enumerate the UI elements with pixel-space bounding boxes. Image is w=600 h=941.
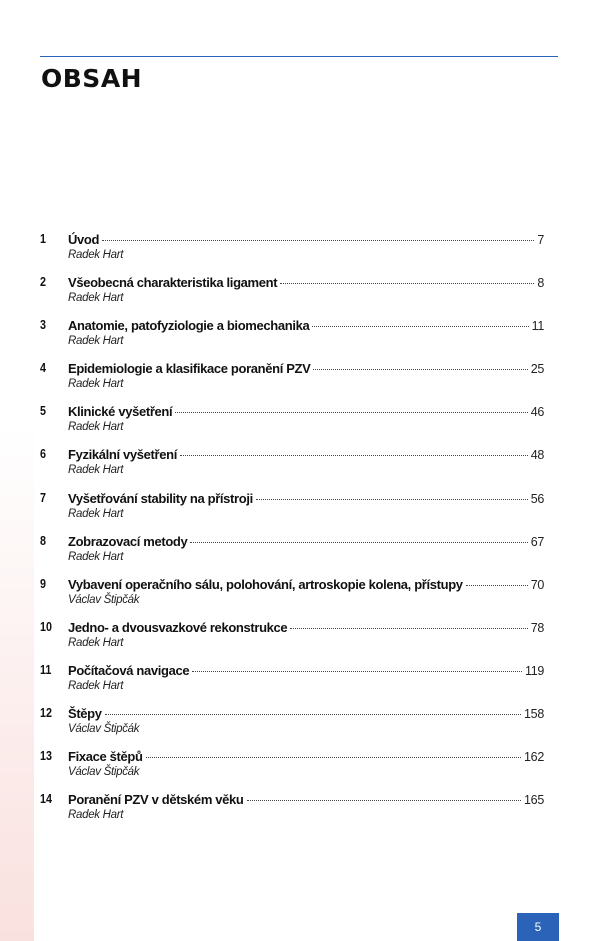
- chapter-title: Jedno- a dvousvazkové rekonstrukce: [68, 619, 288, 635]
- dot-leader: [466, 585, 528, 586]
- chapter-author: Radek Hart: [68, 421, 124, 434]
- chapter-number: 1: [40, 232, 46, 246]
- entry-title-line: [68, 404, 544, 419]
- entry-title-line: [68, 447, 544, 462]
- chapter-number: 13: [40, 749, 52, 764]
- entry-title-line: [68, 620, 544, 635]
- entry-title-line: [68, 232, 544, 247]
- page-number-badge: [517, 913, 559, 941]
- dot-leader: [290, 628, 527, 629]
- chapter-title: Vyšetřování stability na přístroji: [68, 490, 253, 506]
- toc-entry[interactable]: [40, 318, 544, 361]
- chapter-author: Radek Hart: [68, 335, 124, 348]
- chapter-author: Radek Hart: [68, 378, 124, 391]
- chapter-number: 8: [40, 533, 46, 548]
- entry-title-line: [68, 318, 544, 333]
- chapter-title: Fyzikální vyšetření: [68, 447, 177, 463]
- chapter-number: 5: [40, 404, 46, 419]
- chapter-title: Epidemiologie a klasifikace poranění PZV: [68, 361, 311, 377]
- toc-entry[interactable]: [40, 749, 544, 792]
- chapter-title: Štěpy: [68, 706, 102, 722]
- chapter-title: Všeobecná charakteristika ligament: [68, 275, 278, 291]
- chapter-page-number: 48: [530, 448, 544, 463]
- entry-title-line: [68, 361, 544, 376]
- entry-title-line: [68, 792, 544, 807]
- toc-entry[interactable]: [40, 404, 544, 447]
- toc-entry[interactable]: [40, 792, 544, 835]
- dot-leader: [175, 412, 527, 413]
- chapter-page-number: 70: [530, 577, 544, 592]
- toc-entry[interactable]: [40, 706, 544, 749]
- chapter-page-number: 162: [524, 750, 544, 765]
- chapter-number: 4: [40, 361, 46, 376]
- entry-title-line: [68, 663, 544, 678]
- dot-leader: [312, 326, 528, 327]
- chapter-page-number: 67: [530, 534, 544, 549]
- chapter-author: Radek Hart: [68, 636, 124, 649]
- chapter-author: Radek Hart: [68, 550, 124, 563]
- chapter-page-number: 8: [537, 276, 544, 291]
- chapter-author: Václav Štipčák: [68, 723, 140, 736]
- table-of-contents: [40, 232, 544, 835]
- chapter-page-number: 46: [530, 405, 544, 420]
- chapter-title: Úvod: [68, 232, 100, 247]
- toc-entry[interactable]: [40, 620, 544, 663]
- dot-leader: [192, 671, 522, 672]
- dot-leader: [313, 369, 527, 370]
- chapter-number: 11: [40, 662, 52, 677]
- toc-entry[interactable]: [40, 577, 544, 620]
- chapter-number: 10: [40, 619, 52, 634]
- chapter-author: Radek Hart: [68, 679, 124, 692]
- chapter-page-number: 158: [524, 707, 544, 722]
- chapter-title: Vybavení operačního sálu, polohování, artroskopie kolena, přístupy: [68, 576, 463, 592]
- dot-leader: [190, 542, 527, 543]
- chapter-number: 14: [40, 792, 52, 807]
- chapter-number: 3: [40, 318, 46, 333]
- chapter-page-number: 78: [530, 620, 544, 635]
- toc-entry[interactable]: [40, 232, 544, 275]
- chapter-author: Radek Hart: [68, 464, 124, 477]
- chapter-author: Radek Hart: [68, 507, 124, 520]
- chapter-author: Václav Štipčák: [68, 593, 140, 606]
- chapter-number: 12: [40, 706, 52, 721]
- toc-entry[interactable]: [40, 534, 544, 577]
- chapter-page-number: 7: [537, 233, 544, 247]
- chapter-author: Radek Hart: [68, 809, 124, 822]
- dot-leader: [280, 283, 534, 284]
- header-rule: [40, 56, 558, 57]
- page-edge-tint: [0, 0, 34, 941]
- page-number: 5: [534, 920, 542, 934]
- entry-title-line: [68, 275, 544, 290]
- chapter-author: Radek Hart: [68, 292, 124, 305]
- chapter-number: 6: [40, 447, 46, 462]
- chapter-page-number: 25: [530, 362, 544, 377]
- chapter-page-number: 56: [530, 491, 544, 506]
- dot-leader: [180, 455, 528, 456]
- chapter-page-number: 119: [524, 663, 544, 678]
- chapter-title: Fixace štěpů: [68, 749, 143, 765]
- dot-leader: [146, 757, 521, 758]
- chapter-author: Radek Hart: [68, 249, 124, 261]
- chapter-page-number: 11: [531, 319, 544, 334]
- chapter-number: 2: [40, 275, 46, 290]
- toc-entry[interactable]: [40, 491, 544, 534]
- chapter-title: Klinické vyšetření: [68, 404, 173, 420]
- toc-entry[interactable]: [40, 361, 544, 404]
- entry-title-line: [68, 491, 544, 506]
- chapter-page-number: 165: [524, 793, 544, 808]
- chapter-number: 7: [40, 490, 46, 505]
- chapter-author: Václav Štipčák: [68, 766, 140, 779]
- toc-entry[interactable]: [40, 447, 544, 490]
- entry-title-line: [68, 534, 544, 549]
- entry-title-line: [68, 749, 544, 764]
- dot-leader: [102, 240, 534, 241]
- chapter-title: Anatomie, patofyziologie a biomechanika: [68, 318, 310, 334]
- dot-leader: [256, 499, 528, 500]
- chapter-title: Zobrazovací metody: [68, 533, 188, 549]
- page-title: OBSAH: [41, 64, 143, 93]
- chapter-number: 9: [40, 576, 46, 591]
- chapter-title: Poranění PZV v dětském věku: [68, 792, 244, 808]
- dot-leader: [247, 800, 522, 801]
- toc-entry[interactable]: [40, 663, 544, 706]
- chapter-title: Počítačová navigace: [68, 662, 190, 678]
- toc-entry[interactable]: [40, 275, 544, 318]
- entry-title-line: [68, 577, 544, 592]
- dot-leader: [105, 714, 521, 715]
- entry-title-line: [68, 706, 544, 721]
